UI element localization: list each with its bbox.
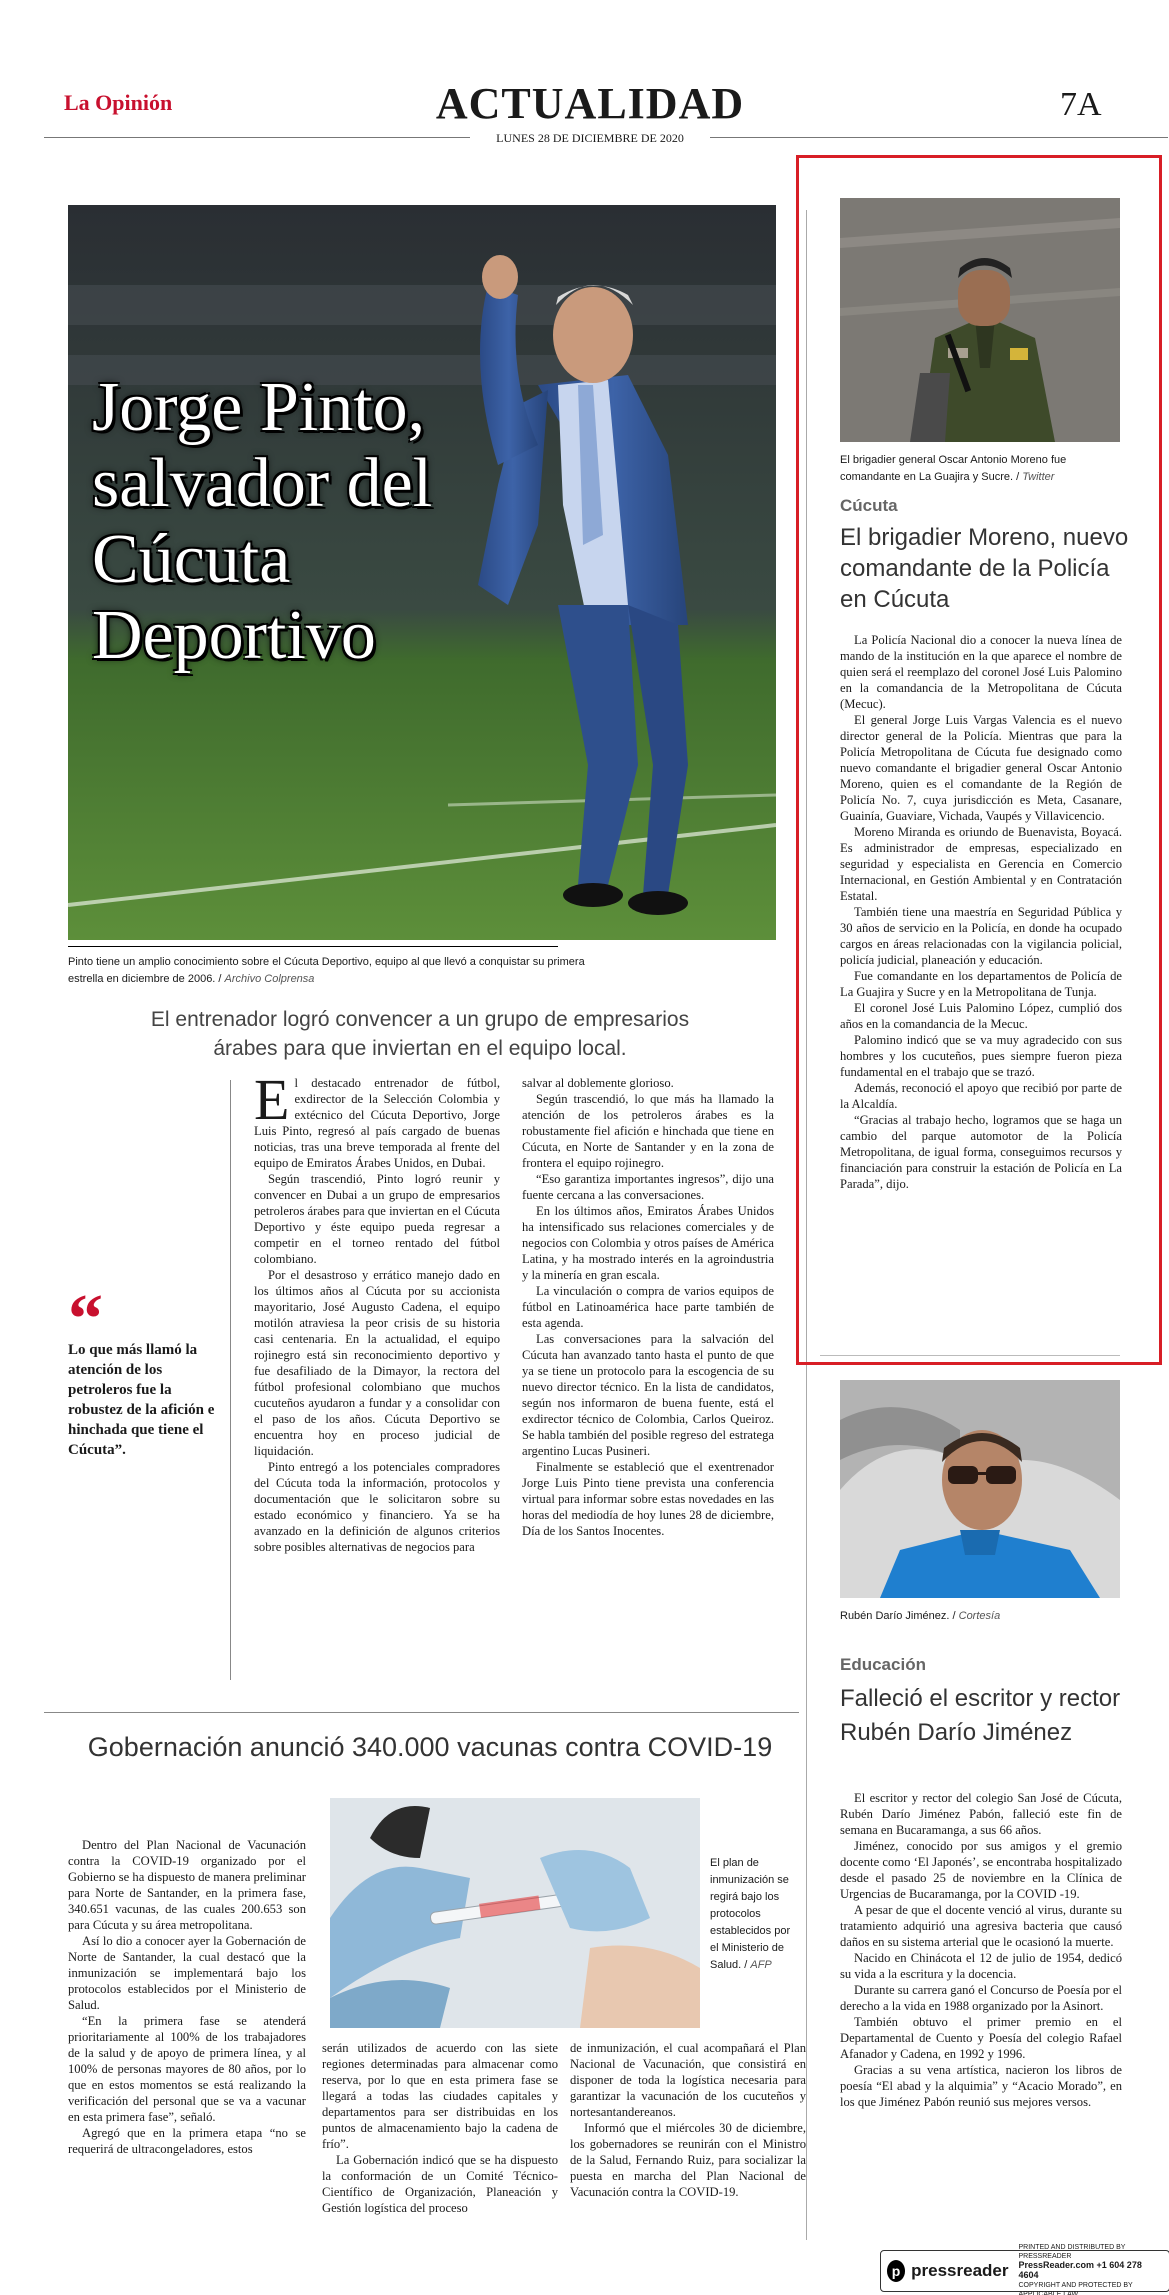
- moreno-story-body: [840, 632, 1122, 1192]
- right-story-divider: [820, 1355, 1120, 1356]
- paragraph: Por el desastroso y errático manejo dado en los últimos años al Cúcuta por su accionista mayoritario, José Augusto Cadena, el equipo motilón atraviesa la peor crisis de su historia casi centenaria. En la actualidad, el equipo rojinegro está sin reconocimiento deportivo y fue desafiliado de la Dimayor, la rectora del fútbol profesional colombiano que muchos cucuteños ayudaron a fundar y a consolidar con el paso de los años. Cúcuta Deportivo se encuentra hoy en proceso judicial de liquidación.: [254, 1268, 500, 1458]
- paragraph: En los últimos años, Emiratos Árabes Unidos ha intensificado sus relaciones comerciales y de negocios con Colombia y otros países de América Latina, y ha mostrado interés en la agroindustria y la minería en gran escala.: [522, 1204, 774, 1282]
- paragraph: Las conversaciones para la salvación del Cúcuta han avanzado tanto hasta el punto de que ya se tiene un protocolo para la escogencia de su nuevo director técnico. En la lista de candidatos, según nos informaron de buena fuente, está el exdirector técnico de Colombia, Carlos Queiroz. Se habla también del posible regreso del estratega argentino Lucas Pusineri.: [522, 1332, 774, 1458]
- paragraph: Fue comandante en los departamentos de Policía de La Guajira y Sucre y en la Metropolitana de Tunja.: [840, 969, 1122, 999]
- newspaper-logo: La Opinión: [64, 90, 173, 115]
- caption-text: El plan de inmunización se regirá bajo los protocolos establecidos por el Ministerio de Salud. /: [710, 1857, 791, 1971]
- jimenez-photo-caption: [840, 1608, 1120, 1625]
- quote-mark-icon: “: [68, 1281, 103, 1358]
- caption-text: Rubén Darío Jiménez. /: [840, 1610, 959, 1622]
- photo-credit: Archivo Colprensa: [224, 973, 315, 985]
- moreno-photo: [840, 198, 1120, 442]
- paragraph: Jiménez, conocido por sus amigos y el gremio docente como ‘El Japonés’, se encontraba hospitalizado desde el pasado 25 de noviembre en la Clínica de Urgencias de Bucaramanga, por la COVID -19.: [840, 1839, 1122, 1901]
- paragraph: [254, 1067, 500, 1171]
- moreno-photo-caption: [840, 452, 1120, 486]
- paragraph: La Gobernación indicó que se ha dispuesto la conformación de un Comité Técnico-Científico de Organización, Planeación y Gestión logística del proceso: [322, 2153, 558, 2215]
- moreno-headline: El brigadier Moreno, nuevo comandante de la Policía en Cúcuta: [840, 524, 1129, 613]
- paragraph: También obtuvo el primer premio en el Departamental de Cuento y Poesía del colegio Rafael Afanador y Cadena, en 1992 y 1996.: [840, 2015, 1122, 2061]
- paragraph: También tiene una maestría en Seguridad Pública y 30 años de servicio en la Policía, en donde ha ocupado cargos en áreas relacionadas con la vigilancia policial, policía judicial, planeación y educación.: [840, 905, 1122, 967]
- paragraph: Nacido en Chinácota el 12 de julio de 1954, dedicó su vida a la escritura y la docencia.: [840, 1951, 1122, 1981]
- caption-text: Pinto tiene un amplio conocimiento sobre el Cúcuta Deportivo, equipo al que llevó a conquistar su primera estrella en diciembre de 2006. /: [68, 956, 585, 985]
- badge-line: COPYRIGHT AND PROTECTED BY APPLICABLE LAW: [1018, 2282, 1133, 2295]
- photo-credit: AFP: [750, 1959, 772, 1971]
- jimenez-headline: Falleció el escritor y rector Rubén Darío Jiménez: [840, 1685, 1121, 1746]
- jimenez-story-body: [840, 1790, 1122, 2110]
- paragraph: Finalmente se estableció que el exentrenador Jorge Luis Pinto tiene prevista una conferencia virtual para informar sobre estas novedades en las horas del mediodía de hoy lunes 28 de diciembre, Día de los Santos Inocentes.: [522, 1460, 774, 1538]
- pressreader-name: pressreader: [911, 2261, 1009, 2280]
- vaccine-column-1: [68, 1837, 306, 2157]
- main-story-column-1: [254, 1067, 500, 1555]
- pressreader-badge[interactable]: [880, 2244, 1169, 2295]
- jimenez-photo: [840, 1380, 1120, 1598]
- paragraph: El general Jorge Luis Vargas Valencia es el nuevo director general de la Policía. Mientras que para la Policía Metropolitana de Cúcuta fue designado como nuevo comandante el brigadier general Oscar Antonio Moreno, quien es el comandante de la Región de Policía No. 7, cuya jurisdicción es Meta, Casanare, Guainía, Guaviare, Vichada, Vaupés y Villavicencio.: [840, 713, 1122, 823]
- vaccine-column-2: [322, 2040, 558, 2216]
- vaccine-photo-caption: [710, 1855, 795, 1974]
- paragraph: La vinculación o compra de varios equipos de fútbol en Latinoamérica hace parte también de esta agenda.: [522, 1284, 774, 1330]
- paragraph: Palomino indicó que se va muy agradecido con sus hombres y los cucuteños, pues siempre fueron pieza fundamental en el trabajo que se trazó.: [840, 1033, 1122, 1079]
- paragraph: Gracias a su vena artística, nacieron los libros de poesía “El abad y la alquimia” y “Acacio Morado”, en los que Jiménez Pabón reunió sus mejores versos.: [840, 2063, 1122, 2109]
- paragraph: serán utilizados de acuerdo con las siete regiones determinadas para almacenar como reserva, por lo que en esta primera fase se llegará a todas las ciudades capitales y departamentos para ser distribuidas en los puntos de almacenamiento bajo la cadena de frío”.: [322, 2041, 558, 2151]
- paragraph: “En la primera fase se atenderá prioritariamente al 100% de los trabajadores de la salud y de apoyo de primera línea, y al 100% de personas mayores de 80 años, por lo que en estos momentos se está realizando la verificación del personal que se va a vacunar en esta primera fase”, señaló.: [68, 2014, 306, 2124]
- paragraph: Según trascendió, lo que más ha llamado la atención de los petroleros árabes es la robustamente fiel afición e hinchada que tiene en Cúcuta, en Norte de Santander y en la zona de frontera el equipo rojinegro.: [522, 1092, 774, 1170]
- paragraph: A pesar de que el docente venció al virus, durante su tratamiento adquirió una agresiva bacteria que causó daños en su sistema arterial que le ocasionó la muerte.: [840, 1903, 1122, 1949]
- paragraph: Informó que el miércoles 30 de diciembre, los gobernadores se reunirán con el Ministro de la Salud, Fernando Ruiz, para socializar la puesta en marcha del Plan Nacional de Vacunación contra la COVID-19.: [570, 2121, 806, 2199]
- paragraph: Agregó que en la primera etapa “no se requerirá de ultracongeladores, estos: [68, 2126, 306, 2156]
- main-photo-caption: [68, 954, 588, 988]
- jimenez-kicker: Educación: [840, 1655, 926, 1674]
- pressreader-icon: p: [887, 2260, 905, 2282]
- badge-line: PressReader.com +1 604 278 4604: [1018, 2260, 1142, 2280]
- paragraph: La Policía Nacional dio a conocer la nueva línea de mando de la institución en la que aparece el nombre de quien será el reemplazo del coronel José Luis Palomino en la comandancia de la Metropolitana de Cúcuta (Mecuc).: [840, 633, 1122, 711]
- paragraph: El coronel José Luis Palomino López, cumplió dos años en la comandancia de la Mecuc.: [840, 1001, 1122, 1031]
- paragraph: Según trascendió, Pinto logró reunir y convencer en Dubai a un grupo de empresarios petroleros árabes para que inviertan en el Cúcuta Deportivo y éste equipo pueda regresar a competir en el torneo rentado del fútbol colombiano.: [254, 1172, 500, 1266]
- issue-date: LUNES 28 DE DICIEMBRE DE 2020: [470, 131, 710, 146]
- caption-divider: [68, 946, 558, 947]
- vaccine-headline: Gobernación anunció 340.000 vacunas contra COVID-19: [87, 1732, 773, 1762]
- paragraph: de inmunización, el cual acompañará el Plan Nacional de Vacunación, que consistirá en disponer de toda la logística necesaria para garantizar la vacunación de los cucuteños y nortesantandereanos.: [570, 2041, 806, 2119]
- paragraph: Además, reconoció el apoyo que recibió por parte de la Alcaldía.: [840, 1081, 1122, 1111]
- main-story-column-2: [522, 1075, 774, 1539]
- drop-cap: E: [254, 1067, 290, 1132]
- column-divider: [230, 1080, 231, 1680]
- page-number: 7A: [1060, 86, 1102, 123]
- moreno-kicker: Cúcuta: [840, 496, 898, 515]
- paragraph: salvar al doblemente glorioso.: [522, 1076, 674, 1090]
- badge-line: PRINTED AND DISTRIBUTED BY PRESSREADER: [1018, 2244, 1126, 2260]
- photo-credit: Twitter: [1022, 471, 1055, 483]
- pressreader-legal: [1018, 2243, 1163, 2295]
- paragraph: “Gracias al trabajo hecho, logramos que se haga un cambio del parque automotor de la Policía Metropolitana, de igual forma, conseguimos recursos y financiación para construir la estación de Policía en La Parada”, dijo.: [840, 1113, 1122, 1191]
- paragraph: El escritor y rector del colegio San José de Cúcuta, Rubén Darío Jiménez Pabón, falleció este fin de semana en Bucaramanga, a sus 66 años.: [840, 1791, 1122, 1837]
- main-story-lead: El entrenador logró convencer a un grupo de empresarios árabes para que inviertan en el equipo local.: [150, 1008, 690, 1060]
- paragraph: Moreno Miranda es oriundo de Buenavista, Boyacá. Es administrador de empresas, especializado en seguridad y especialista en Gerencia en Comercio Internacional, en Gestión Ambiental y en Contratación Estatal.: [840, 825, 1122, 903]
- paragraph: Así lo dio a conocer ayer la Gobernación de Norte de Santander, la cual destacó que la inmunización se implementará bajo los protocolos establecidos por el Ministerio de Salud.: [68, 1934, 306, 2012]
- paragraph: Durante su carrera ganó el Concurso de Poesía por el derecho a la vida en 1988 organizado por la Asinort.: [840, 1983, 1122, 2013]
- paragraph: Pinto entregó a los potenciales compradores del Cúcuta toda la información, protocolos y documentación que le solicitaron sobre su estado económico y financiero. Ya se ha avanzado en la definición de algunos criterios sobre posibles alternativas de negocios para: [254, 1460, 500, 1554]
- vaccine-photo: [330, 1798, 700, 2028]
- photo-credit: Cortesía: [958, 1610, 1001, 1622]
- paragraph: “Eso garantiza importantes ingresos”, dijo una fuente cercana a las conversaciones.: [522, 1172, 774, 1202]
- vaccine-column-3: [570, 2040, 806, 2200]
- section-title: ACTUALIDAD: [435, 79, 745, 128]
- caption-text: El brigadier general Oscar Antonio Moreno fue comandante en La Guajira y Sucre. /: [840, 454, 1067, 483]
- paragraph-text: l destacado entrenador de fútbol, exdirector de la Selección Colombia y extécnico del Cúcuta Deportivo, Jorge Luis Pinto, regresó al país cargado de buenas noticias, tras una breve temporada al frente del equipo de Emiratos Árabes Unidos, en Dubai.: [254, 1076, 500, 1170]
- main-story-headline: Jorge Pinto, salvador del Cúcuta Deportivo: [92, 369, 433, 674]
- paragraph: Dentro del Plan Nacional de Vacunación contra la COVID-19 organizado por el Gobierno se ha dispuesto de manera preliminar para Norte de Santander, en la primera fase, 340.651 vacunas, de las cuales 200.653 son para Cúcuta y su área metropolitana.: [68, 1838, 306, 1932]
- vaccine-story-divider: [44, 1712, 799, 1713]
- pull-quote: Lo que más llamó la atención de los petroleros fue la robustez de la afición e hinchada que tiene el Cúcuta”.: [68, 1342, 215, 1458]
